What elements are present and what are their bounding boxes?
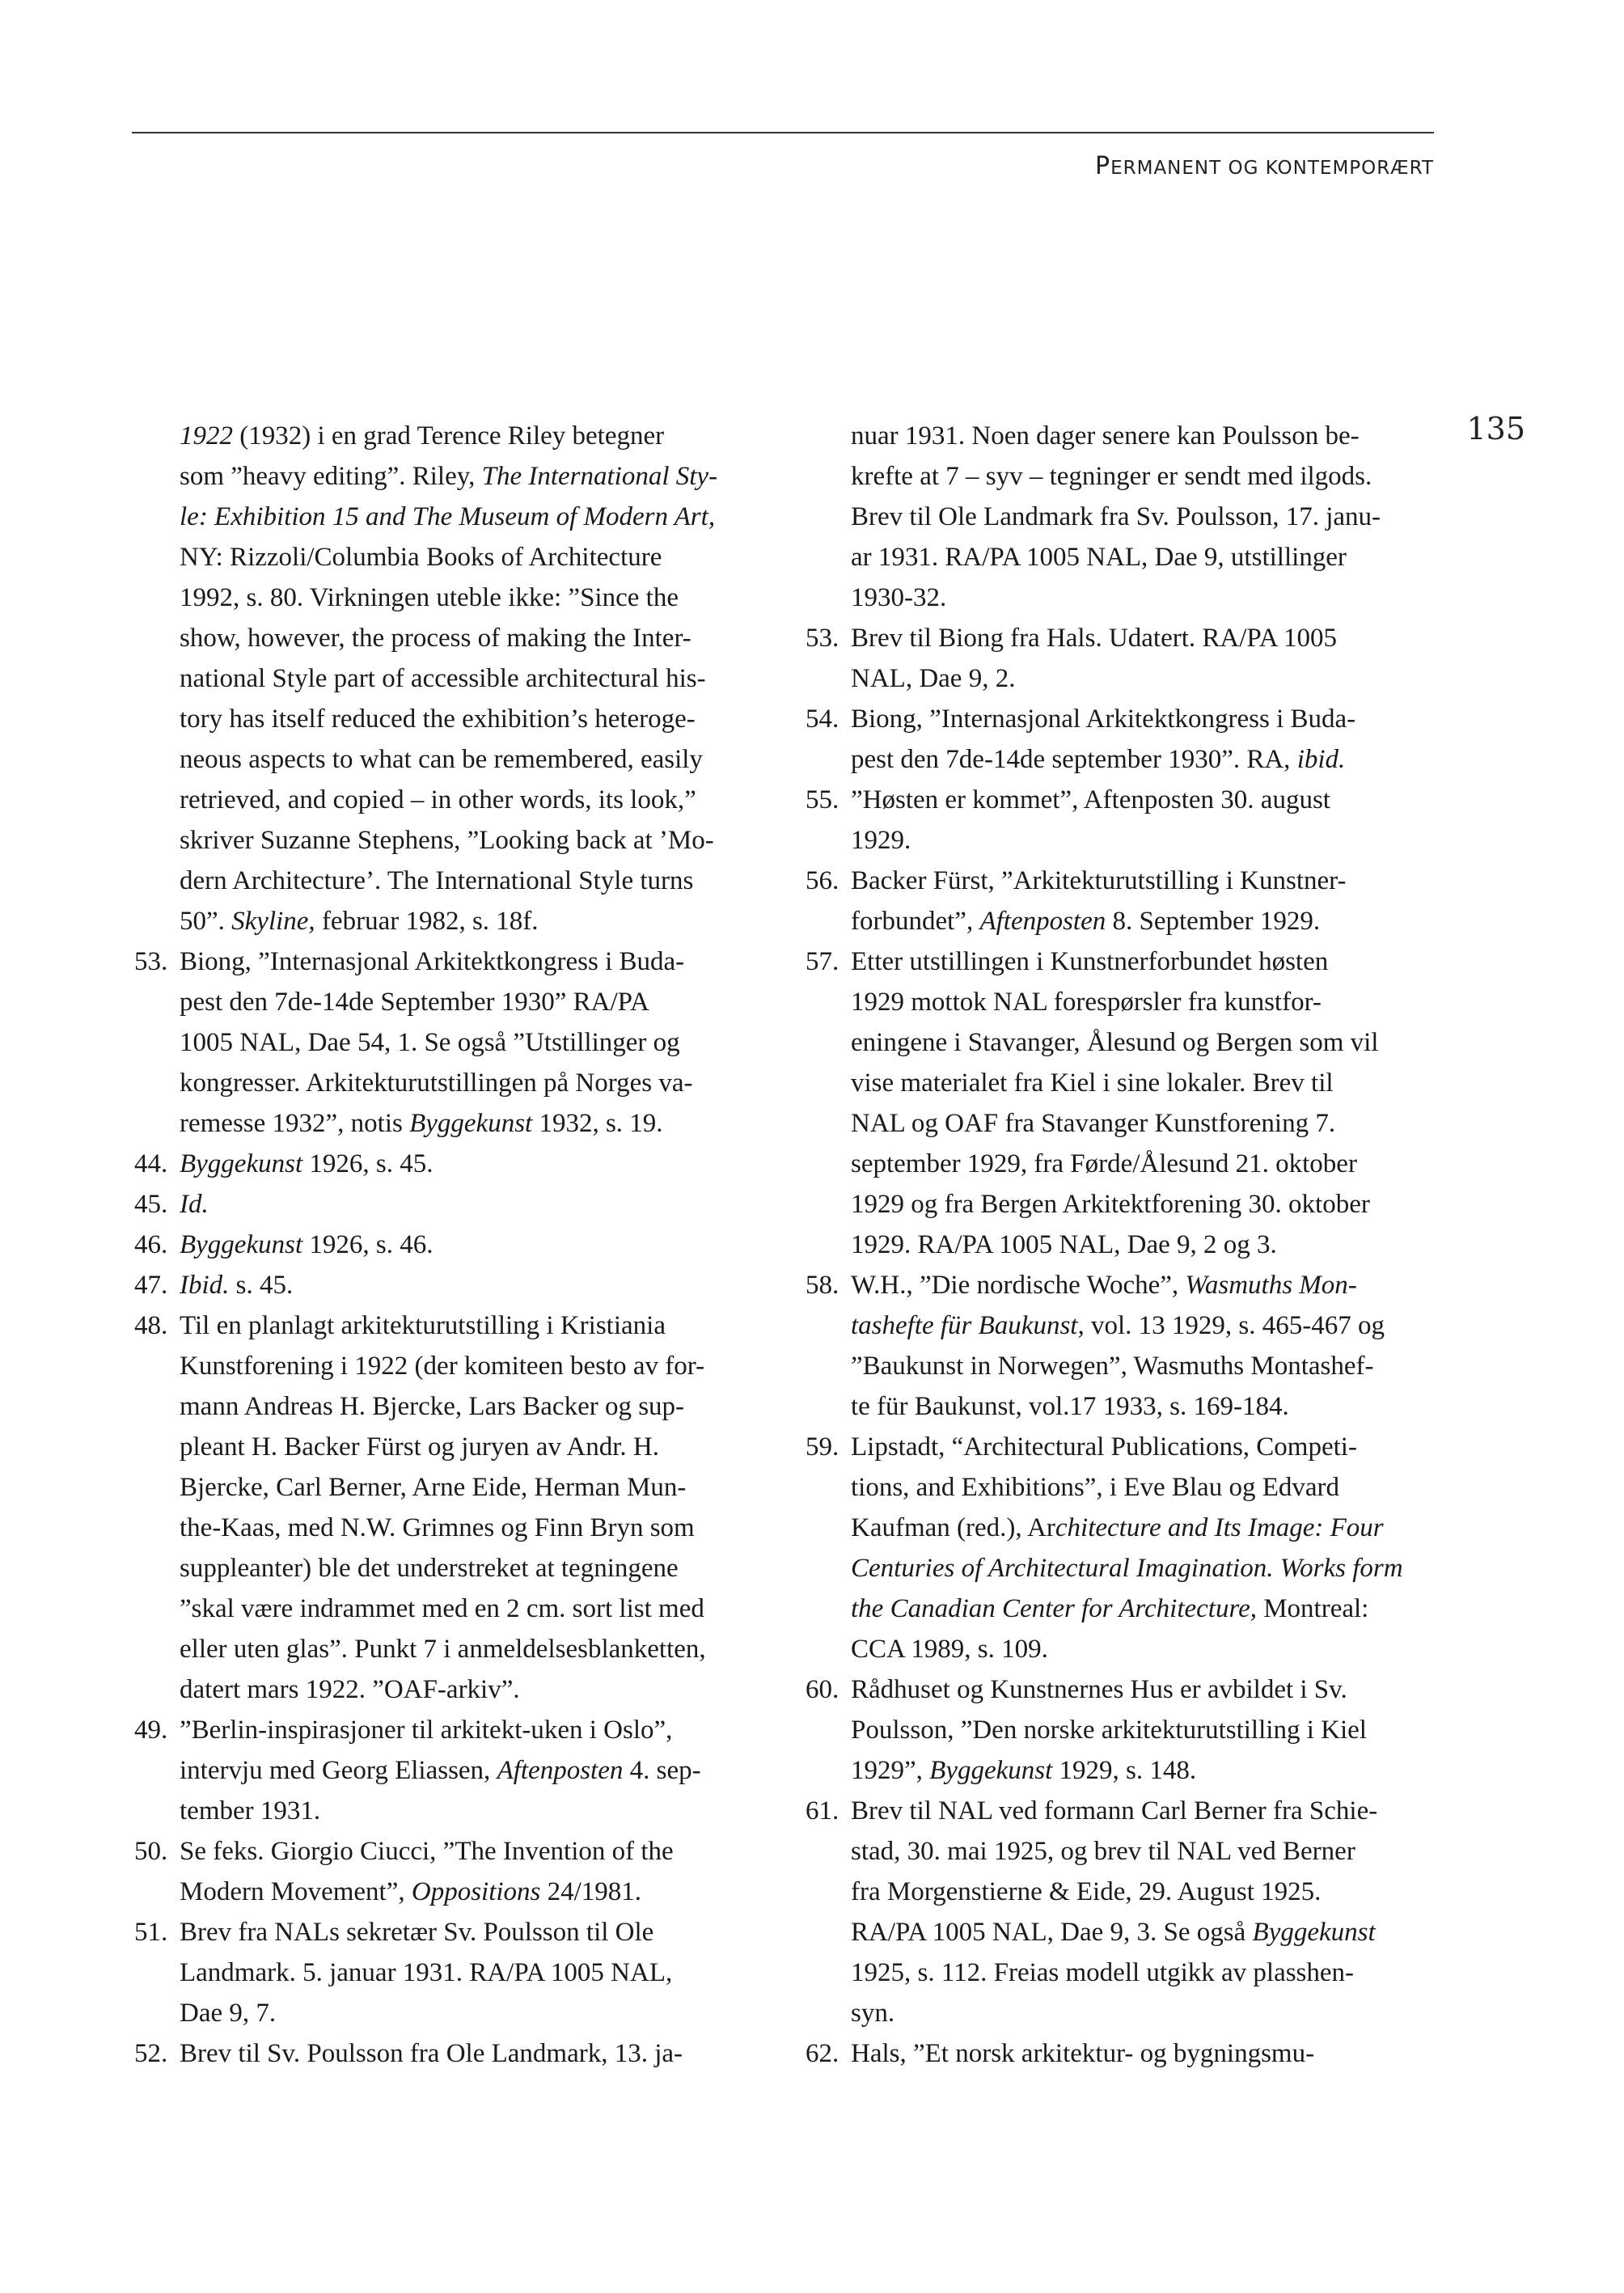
text-run: dern Architecture’. The International Style turns	[180, 866, 694, 895]
running-head	[1095, 152, 1434, 180]
text-run: ar 1931. RA/PA 1005 NAL, Dae 9, utstillinger	[851, 543, 1347, 572]
text-run: Biong, ”Internasjonal Arkitektkongress i Buda-	[851, 704, 1356, 734]
note-line	[180, 1750, 770, 1791]
note-line	[851, 1386, 1444, 1427]
left-column	[134, 416, 770, 2074]
footnote-number: 51.	[134, 1918, 168, 1947]
text-run: 50”.	[180, 907, 232, 936]
note-line	[851, 941, 1444, 982]
note-line	[851, 1467, 1444, 1508]
footnote	[806, 1669, 1444, 1791]
footnote-number: 50.	[134, 1837, 168, 1866]
text-run: eller uten glas”. Punkt 7 i anmeldelsesblanketten,	[180, 1635, 706, 1664]
footnote-number: 61.	[806, 1796, 839, 1826]
text-run: ”Berlin-inspirasjoner til arkitekt-uken i Oslo”,	[180, 1716, 673, 1745]
note-line	[851, 537, 1444, 577]
footnote	[806, 861, 1444, 941]
note-line	[180, 456, 770, 497]
italic-text: tashefte für Baukunst,	[851, 1311, 1085, 1340]
italic-text: Centuries of Architectural Imagination. Works form	[851, 1554, 1403, 1583]
text-run: Dae 9, 7.	[180, 1999, 277, 2028]
note-line	[180, 1993, 770, 2033]
footnote	[806, 699, 1444, 780]
text-run: Kaufman (red.), Ar	[851, 1513, 1055, 1542]
note-line	[180, 1427, 770, 1467]
text-run: 1929. RA/PA 1005 NAL, Dae 9, 2 og 3.	[851, 1230, 1277, 1259]
note-line	[851, 1831, 1444, 1872]
note-line	[180, 1952, 770, 1993]
note-line	[180, 1589, 770, 1629]
footnote-number: 54.	[806, 704, 839, 734]
text-run: datert mars 1922. ”OAF-arkiv”.	[180, 1675, 520, 1704]
text-run: Se feks. Giorgio Ciucci, ”The Invention of the	[180, 1837, 674, 1866]
note-line	[180, 1467, 770, 1508]
text-run: retrieved, and copied – in other words, its look,”	[180, 785, 696, 814]
text-run: 1926, s. 46.	[302, 1230, 433, 1259]
note-line	[180, 1063, 770, 1103]
text-run: kongresser. Arkitekturutstillingen på Norges va-	[180, 1068, 693, 1098]
note-line	[851, 780, 1444, 820]
text-run: vol. 13 1929, s. 465-467 og	[1084, 1311, 1385, 1340]
note-line	[851, 1912, 1444, 1952]
footnote	[134, 1710, 770, 1831]
note-line	[180, 1022, 770, 1063]
text-run: Rådhuset og Kunstnernes Hus er avbildet i Sv.	[851, 1675, 1347, 1704]
note-line	[180, 1710, 770, 1750]
note-line	[851, 861, 1444, 901]
text-run: W.H., ”Die nordische Woche”,	[851, 1271, 1186, 1300]
text-run: Til en planlagt arkitekturutstilling i Kristiania	[180, 1311, 666, 1340]
footnote-number: 45.	[134, 1190, 168, 1219]
note-line	[851, 1872, 1444, 1912]
footnote-number: 47.	[134, 1271, 168, 1300]
italic-text: Aftenposten	[979, 907, 1106, 936]
note-line	[180, 739, 770, 780]
text-run: pest den 7de-14de September 1930” RA/PA	[180, 988, 649, 1017]
text-run: Bjercke, Carl Berner, Arne Eide, Herman Mun-	[180, 1473, 687, 1502]
text-run: Brev til Biong fra Hals. Udatert. RA/PA 1005	[851, 624, 1337, 653]
text-run: forbundet”,	[851, 907, 980, 936]
footnote	[134, 2033, 770, 2074]
note-continuation	[134, 416, 770, 941]
footnote	[134, 1305, 770, 1710]
text-run: 1926, s. 45.	[302, 1149, 433, 1178]
text-run: Brev fra NALs sekretær Sv. Poulsson til Ole	[180, 1918, 654, 1947]
text-run: intervju med Georg Eliassen,	[180, 1756, 497, 1785]
note-line	[180, 1225, 770, 1265]
footnote-number: 44.	[134, 1149, 168, 1178]
text-run: tember 1931.	[180, 1796, 321, 1826]
footnote-number: 56.	[806, 866, 839, 895]
text-run: eningene i Stavanger, Ålesund og Bergen som vil	[851, 1028, 1379, 1057]
text-run: 1929”,	[851, 1756, 930, 1785]
note-line	[180, 537, 770, 577]
note-line	[851, 497, 1444, 537]
footnote-number: 48.	[134, 1311, 168, 1340]
note-line	[851, 416, 1444, 456]
text-run: Landmark. 5. januar 1931. RA/PA 1005 NAL,	[180, 1958, 673, 1987]
note-line	[180, 941, 770, 982]
text-run: Montreal:	[1256, 1594, 1369, 1623]
note-line	[180, 658, 770, 699]
footnote-number: 55.	[806, 785, 839, 814]
note-line	[851, 618, 1444, 658]
text-run: Hals, ”Et norsk arkitektur- og bygningsmu-	[851, 2039, 1315, 2068]
footnote	[806, 618, 1444, 699]
note-line	[851, 1548, 1444, 1589]
footnote	[134, 1184, 770, 1225]
text-run: remesse 1932”, notis	[180, 1109, 410, 1138]
note-line	[851, 456, 1444, 497]
note-line	[851, 1225, 1444, 1265]
text-run: the-Kaas, med N.W. Grimnes og Finn Bryn som	[180, 1513, 695, 1542]
note-line	[180, 618, 770, 658]
footnote	[806, 1265, 1444, 1427]
italic-text: Byggekunst	[180, 1149, 303, 1178]
text-run: Kunstforening i 1922 (der komiteen besto av for-	[180, 1352, 705, 1381]
italic-text: Byggekunst	[409, 1109, 533, 1138]
note-line	[851, 1589, 1444, 1629]
note-line	[851, 1750, 1444, 1791]
text-run: skriver Suzanne Stephens, ”Looking back at ’Mo-	[180, 826, 714, 855]
note-line	[180, 1305, 770, 1346]
text-run: pleant H. Backer Fürst og juryen av Andr. H.	[180, 1432, 659, 1462]
note-line	[180, 1912, 770, 1952]
note-line	[180, 699, 770, 739]
text-run: september 1929, fra Førde/Ålesund 21. oktober	[851, 1149, 1357, 1178]
note-line	[180, 1872, 770, 1912]
text-run: Lipstadt, “Architectural Publications, Competi-	[851, 1432, 1357, 1462]
note-line	[851, 820, 1444, 861]
note-line	[180, 982, 770, 1022]
footnote-number: 52.	[134, 2039, 168, 2068]
text-run: Biong, ”Internasjonal Arkitektkongress i Buda-	[180, 947, 685, 976]
note-line	[851, 1144, 1444, 1184]
text-run: Etter utstillingen i Kunstnerforbundet høsten	[851, 947, 1329, 976]
text-run: NAL, Dae 9, 2.	[851, 664, 1016, 693]
text-run: Poulsson, ”Den norske arkitekturutstilling i Kiel	[851, 1716, 1367, 1745]
note-line	[180, 861, 770, 901]
text-run: suppleanter) ble det understreket at tegningene	[180, 1554, 679, 1583]
note-line	[180, 1346, 770, 1386]
text-run: 1925, s. 112. Freias modell utgikk av plasshen-	[851, 1958, 1355, 1987]
text-run: tory has itself reduced the exhibition’s heteroge-	[180, 704, 696, 734]
note-line	[180, 1265, 770, 1305]
text-run: pest den 7de-14de september 1930”. RA,	[851, 745, 1297, 774]
italic-text: Ibid.	[180, 1271, 230, 1300]
text-run: (1932) i en grad Terence Riley betegner	[233, 421, 665, 451]
text-run: vise materialet fra Kiel i sine lokaler. Brev til	[851, 1068, 1334, 1098]
italic-text: Skyline,	[231, 907, 315, 936]
footnote	[806, 1791, 1444, 2033]
note-line	[851, 1629, 1444, 1669]
text-run: 1992, s. 80. Virkningen uteble ikke: ”Since the	[180, 583, 679, 612]
text-run: stad, 30. mai 1925, og brev til NAL ved Berner	[851, 1837, 1355, 1866]
note-line	[180, 1184, 770, 1225]
footnote-number: 53.	[134, 947, 168, 976]
italic-text: ibid.	[1296, 745, 1346, 774]
footnote	[806, 941, 1444, 1265]
text-run: 1929 og fra Bergen Arkitektforening 30. oktober	[851, 1190, 1370, 1219]
text-run: s. 45.	[229, 1271, 294, 1300]
note-line	[851, 982, 1444, 1022]
footnote	[134, 1265, 770, 1305]
text-run: ”Baukunst in Norwegen”, Wasmuths Montashef-	[851, 1352, 1374, 1381]
footnote	[134, 1144, 770, 1184]
text-run: syn.	[851, 1999, 895, 2028]
note-line	[180, 1831, 770, 1872]
italic-text: Oppositions	[411, 1877, 541, 1906]
footnote	[134, 941, 770, 1144]
note-line	[180, 901, 770, 941]
text-run: CCA 1989, s. 109.	[851, 1635, 1048, 1664]
note-line	[180, 1103, 770, 1144]
text-run: national Style part of accessible architectural his-	[180, 664, 706, 693]
italic-text: Wasmuths Mon-	[1185, 1271, 1357, 1300]
text-run: 1929 mottok NAL forespørsler fra kunstfor-	[851, 988, 1322, 1017]
footnote-number: 57.	[806, 947, 839, 976]
footnote-number: 59.	[806, 1432, 839, 1462]
text-run: ”Høsten er kommet”, Aftenposten 30. august	[851, 785, 1330, 814]
note-line	[851, 2033, 1444, 2074]
italic-text: Byggekunst	[929, 1756, 1053, 1785]
text-run: 1930-32.	[851, 583, 947, 612]
text-run: NY: Rizzoli/Columbia Books of Architecture	[180, 543, 662, 572]
note-line	[851, 1184, 1444, 1225]
note-line	[180, 497, 770, 537]
text-run: nuar 1931. Noen dager senere kan Poulsson be-	[851, 421, 1360, 451]
footnote-number: 60.	[806, 1675, 839, 1704]
page-number: 135	[1466, 411, 1525, 446]
note-line	[180, 780, 770, 820]
note-line	[180, 1669, 770, 1710]
footnote	[806, 1427, 1444, 1669]
note-line	[180, 1386, 770, 1427]
running-head-initial: P	[1095, 152, 1111, 180]
text-run: Backer Fürst, ”Arkitekturutstilling i Kunstner-	[851, 866, 1347, 895]
note-line	[851, 1346, 1444, 1386]
footnote-number: 58.	[806, 1271, 839, 1300]
text-run: Brev til Ole Landmark fra Sv. Poulsson, 17. janu-	[851, 502, 1381, 531]
note-line	[851, 1103, 1444, 1144]
note-line	[851, 1427, 1444, 1467]
note-line	[180, 2033, 770, 2074]
footnote	[806, 780, 1444, 861]
text-run: show, however, the process of making the Inter-	[180, 624, 691, 653]
note-line	[851, 1952, 1444, 1993]
note-line	[851, 1710, 1444, 1750]
footnote	[806, 2033, 1444, 2074]
note-line	[851, 1022, 1444, 1063]
footnote-number: 46.	[134, 1230, 168, 1259]
footnote	[134, 1912, 770, 2033]
note-line	[851, 1305, 1444, 1346]
text-run: Modern Movement”,	[180, 1877, 412, 1906]
italic-text: the Canadian Center for Architecture,	[851, 1594, 1257, 1623]
note-line	[851, 658, 1444, 699]
text-run: mann Andreas H. Bjercke, Lars Backer og sup-	[180, 1392, 685, 1421]
note-line	[851, 1669, 1444, 1710]
running-head-rest: ERMANENT OG KONTEMPORÆRT	[1110, 158, 1434, 179]
note-line	[180, 1144, 770, 1184]
text-run: 24/1981.	[540, 1877, 642, 1906]
italic-text: chitecture and Its Image: Four	[1055, 1513, 1384, 1542]
text-run: som ”heavy editing”. Riley,	[180, 462, 482, 491]
note-line	[851, 1063, 1444, 1103]
header-rule	[132, 132, 1434, 133]
italic-text: The International Sty-	[481, 462, 718, 491]
note-line	[851, 739, 1444, 780]
note-line	[851, 1265, 1444, 1305]
text-run: 1929.	[851, 826, 911, 855]
note-line	[851, 699, 1444, 739]
note-continuation	[806, 416, 1444, 618]
text-run: krefte at 7 – syv – tegninger er sendt med ilgods.	[851, 462, 1372, 491]
note-line	[851, 1791, 1444, 1831]
italic-text: 1922	[180, 421, 233, 451]
text-run: 4. sep-	[623, 1756, 701, 1785]
italic-text: Byggekunst	[1252, 1918, 1376, 1947]
note-line	[851, 1508, 1444, 1548]
note-line	[180, 1791, 770, 1831]
text-run: neous aspects to what can be remembered, easily	[180, 745, 703, 774]
footnote-number: 53.	[806, 624, 839, 653]
text-run: NAL og OAF fra Stavanger Kunstforening 7.	[851, 1109, 1336, 1138]
text-run: 1932, s. 19.	[532, 1109, 663, 1138]
footnote-number: 49.	[134, 1716, 168, 1745]
note-line	[180, 1629, 770, 1669]
text-run: 1929, s. 148.	[1052, 1756, 1197, 1785]
italic-text: Aftenposten	[497, 1756, 624, 1785]
note-line	[851, 1993, 1444, 2033]
note-line	[180, 577, 770, 618]
footnote	[134, 1225, 770, 1265]
text-run: tions, and Exhibitions”, i Eve Blau og Edvard	[851, 1473, 1339, 1502]
italic-text: le: Exhibition 15 and The Museum of Modern Art,	[180, 502, 716, 531]
right-column	[806, 416, 1444, 2074]
text-run: februar 1982, s. 18f.	[315, 907, 539, 936]
text-run: Brev til Sv. Poulsson fra Ole Landmark, 13. ja-	[180, 2039, 683, 2068]
text-run: ”skal være indrammet med en 2 cm. sort list med	[180, 1594, 704, 1623]
italic-text: Id.	[180, 1190, 209, 1219]
note-line	[851, 901, 1444, 941]
text-run: RA/PA 1005 NAL, Dae 9, 3. Se også	[851, 1918, 1253, 1947]
footnote-number: 62.	[806, 2039, 839, 2068]
text-run: Brev til NAL ved formann Carl Berner fra Schie-	[851, 1796, 1378, 1826]
text-run: te für Baukunst, vol.17 1933, s. 169-184.	[851, 1392, 1289, 1421]
italic-text: Byggekunst	[180, 1230, 303, 1259]
text-run: fra Morgenstierne & Eide, 29. August 1925.	[851, 1877, 1322, 1906]
note-line	[180, 820, 770, 861]
note-line	[180, 416, 770, 456]
text-run: 1005 NAL, Dae 54, 1. Se også ”Utstillinger og	[180, 1028, 680, 1057]
note-line	[851, 577, 1444, 618]
note-line	[180, 1508, 770, 1548]
note-line	[180, 1548, 770, 1589]
text-run: 8. September 1929.	[1106, 907, 1321, 936]
footnote	[134, 1831, 770, 1912]
